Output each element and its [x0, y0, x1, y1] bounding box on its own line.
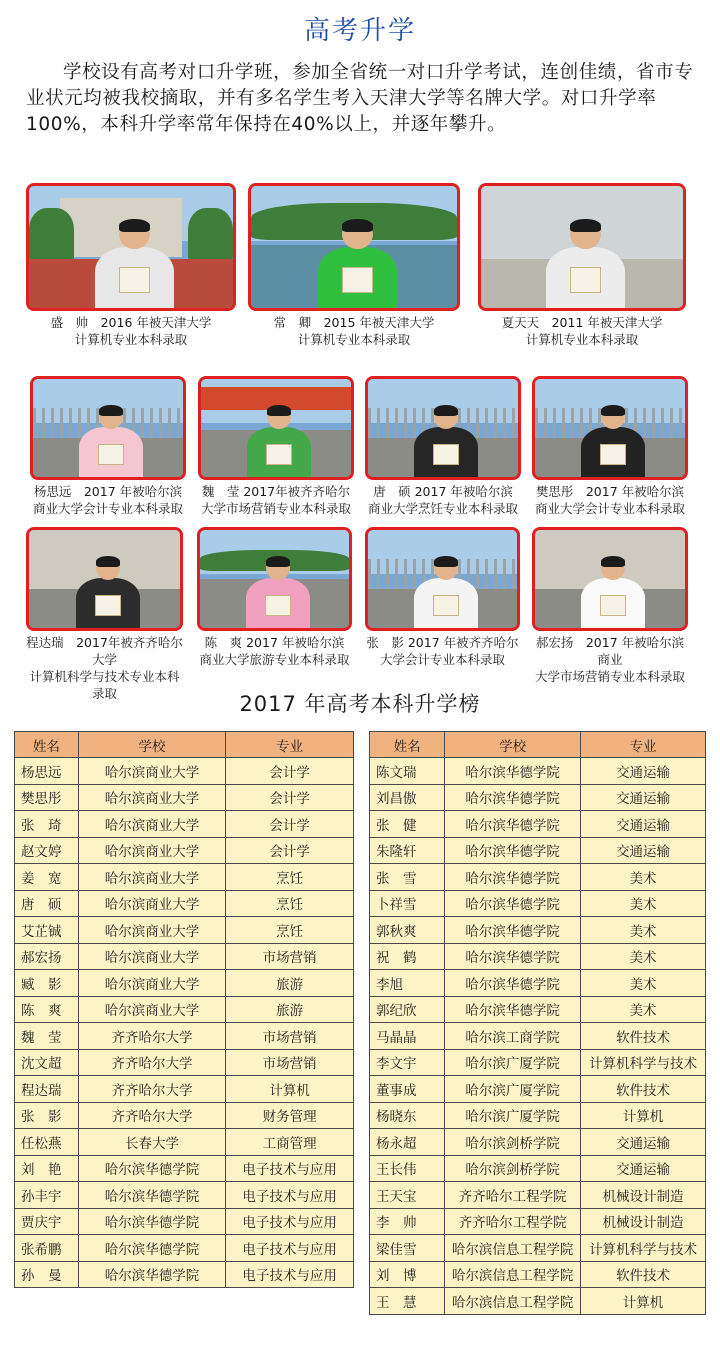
cell-school: 哈尔滨商业大学 [78, 811, 225, 838]
table-row [370, 758, 706, 785]
cell-name: 张希鹏 [15, 1235, 79, 1262]
cell-major: 交通运输 [581, 837, 706, 864]
table-row [15, 784, 354, 811]
student-photo-card [26, 183, 236, 348]
caption-line-2: 计算机专业本科录取 [74, 332, 188, 347]
table-row [15, 943, 354, 970]
caption-line-2: 大学市场营销专业本科录取 [534, 669, 685, 684]
table-row [15, 1023, 354, 1050]
cell-name: 杨思远 [15, 758, 79, 785]
student-photo-card [197, 527, 352, 668]
photo-caption [197, 634, 352, 668]
intro-paragraph: 学校设有高考对口升学班，参加全省统一对口升学考试，连创佳绩，省市专业状元均被我校摘取，并有多名学生考入天津大学等名牌大学。对口升学率100%，本科升学率常年保持在40%以上，并逐年攀升。 [26, 62, 694, 135]
cell-school: 哈尔滨商业大学 [78, 758, 225, 785]
table-header-row [15, 732, 354, 758]
cell-major: 美术 [581, 943, 706, 970]
cell-major: 机械设计制造 [581, 1182, 706, 1209]
table-row [15, 1235, 354, 1262]
student-figure [414, 556, 478, 628]
student-photo [365, 376, 521, 480]
cell-name: 王长伟 [370, 1155, 445, 1182]
cell-major: 工商管理 [226, 1129, 354, 1156]
table-row [370, 1235, 706, 1262]
student-figure [79, 405, 143, 477]
student-photo-card [26, 527, 183, 702]
cell-major: 电子技术与应用 [226, 1261, 354, 1288]
cell-school: 哈尔滨商业大学 [78, 917, 225, 944]
photo-caption [26, 314, 236, 348]
table-row [370, 1208, 706, 1235]
cell-name: 樊思彤 [15, 784, 79, 811]
caption-line-2: 计算机专业本科录取 [297, 332, 411, 347]
table-row [15, 758, 354, 785]
cell-major: 交通运输 [581, 811, 706, 838]
student-figure [546, 219, 625, 308]
student-photo [478, 183, 686, 311]
table-row [370, 996, 706, 1023]
table-row [15, 917, 354, 944]
cell-name: 郭秋爽 [370, 917, 445, 944]
cell-school: 哈尔滨商业大学 [78, 864, 225, 891]
table-row [370, 1288, 706, 1315]
table-row [370, 890, 706, 917]
cell-major: 会计学 [226, 784, 354, 811]
cell-major: 计算机科学与技术 [581, 1235, 706, 1262]
cell-major: 软件技术 [581, 1076, 706, 1103]
page-title: 高考升学 [303, 16, 416, 46]
cell-school: 哈尔滨信息工程学院 [445, 1235, 581, 1262]
photo-caption [248, 314, 460, 348]
cell-major: 市场营销 [226, 1023, 354, 1050]
table-row [370, 917, 706, 944]
cell-school: 哈尔滨华德学院 [78, 1261, 225, 1288]
cell-school: 哈尔滨华德学院 [78, 1235, 225, 1262]
cell-name: 沈文超 [15, 1049, 79, 1076]
cell-name: 赵文婷 [15, 837, 79, 864]
table-row [15, 864, 354, 891]
table-row [370, 1076, 706, 1103]
cell-name: 臧 影 [15, 970, 79, 997]
table-row [15, 1129, 354, 1156]
photo-caption [532, 483, 688, 517]
header-major: 专业 [226, 732, 354, 758]
table-row [370, 1155, 706, 1182]
table-header-row [370, 732, 706, 758]
cell-major: 机械设计制造 [581, 1208, 706, 1235]
ranking-table-right [369, 731, 706, 1315]
cell-major: 计算机科学与技术 [581, 1049, 706, 1076]
cell-school: 哈尔滨商业大学 [78, 996, 225, 1023]
student-photo-card [248, 183, 460, 348]
caption-line-1: 杨思远 2017 年被哈尔滨 [33, 484, 183, 499]
caption-line-2: 大学会计专业本科录取 [379, 652, 505, 667]
table-row [15, 1261, 354, 1288]
cell-major: 美术 [581, 917, 706, 944]
table-row [370, 1129, 706, 1156]
cell-major: 会计学 [226, 837, 354, 864]
cell-major: 计算机 [581, 1102, 706, 1129]
caption-line-2: 商业大学会计专业本科录取 [534, 501, 685, 516]
cell-major: 交通运输 [581, 1129, 706, 1156]
cell-major: 电子技术与应用 [226, 1235, 354, 1262]
cell-school: 哈尔滨商业大学 [78, 890, 225, 917]
cell-name: 朱隆轩 [370, 837, 445, 864]
table-row [15, 970, 354, 997]
table-row [15, 1208, 354, 1235]
cell-major: 会计学 [226, 758, 354, 785]
list-title: 2017 年高考本科升学榜 [239, 692, 481, 716]
cell-major: 计算机 [226, 1076, 354, 1103]
cell-school: 长春大学 [78, 1129, 225, 1156]
cell-name: 艾芷铖 [15, 917, 79, 944]
cell-school: 哈尔滨广厦学院 [445, 1049, 581, 1076]
caption-line-2: 计算机科学与技术专业本科录取 [29, 669, 180, 701]
caption-line-1: 夏天天 2011 年被天津大学 [501, 315, 663, 330]
table-row [370, 1023, 706, 1050]
caption-line-2: 计算机专业本科录取 [525, 332, 639, 347]
cell-school: 哈尔滨信息工程学院 [445, 1288, 581, 1315]
cell-school: 哈尔滨华德学院 [78, 1155, 225, 1182]
photo-caption [478, 314, 686, 348]
cell-name: 郭纪欣 [370, 996, 445, 1023]
student-figure [95, 219, 174, 308]
student-photo-card [365, 376, 521, 517]
cell-name: 张 健 [370, 811, 445, 838]
cell-school: 齐齐哈尔大学 [78, 1076, 225, 1103]
cell-name: 唐 硕 [15, 890, 79, 917]
table-row [370, 970, 706, 997]
caption-line-1: 程达瑞 2017年被齐齐哈尔大学 [26, 635, 183, 667]
cell-name: 梁佳雪 [370, 1235, 445, 1262]
table-row [15, 1049, 354, 1076]
cell-name: 魏 莹 [15, 1023, 79, 1050]
cell-major: 电子技术与应用 [226, 1208, 354, 1235]
cell-school: 哈尔滨商业大学 [78, 784, 225, 811]
cell-name: 张 影 [15, 1102, 79, 1129]
cell-school: 哈尔滨商业大学 [78, 837, 225, 864]
table-row [370, 784, 706, 811]
table-row [15, 1155, 354, 1182]
table-row [15, 1182, 354, 1209]
cell-name: 孙 曼 [15, 1261, 79, 1288]
photo-caption [30, 483, 186, 517]
cell-major: 交通运输 [581, 784, 706, 811]
header-name: 姓名 [15, 732, 79, 758]
student-photo [26, 183, 236, 311]
table-row [370, 1049, 706, 1076]
cell-major: 财务管理 [226, 1102, 354, 1129]
student-photo-card [532, 376, 688, 517]
cell-major: 市场营销 [226, 1049, 354, 1076]
cell-major: 烹饪 [226, 890, 354, 917]
cell-name: 王 慧 [370, 1288, 445, 1315]
cell-major: 美术 [581, 890, 706, 917]
cell-major: 市场营销 [226, 943, 354, 970]
cell-school: 哈尔滨华德学院 [445, 996, 581, 1023]
cell-school: 哈尔滨剑桥学院 [445, 1129, 581, 1156]
table-row [15, 1102, 354, 1129]
table-row [370, 1102, 706, 1129]
cell-name: 孙丰宇 [15, 1182, 79, 1209]
cell-name: 张 雪 [370, 864, 445, 891]
caption-line-2: 商业大学旅游专业本科录取 [199, 652, 350, 667]
cell-major: 烹饪 [226, 864, 354, 891]
student-photo-card [478, 183, 686, 348]
cell-name: 陈文瑞 [370, 758, 445, 785]
ranking-table-left [14, 731, 354, 1288]
caption-line-2: 商业大学烹饪专业本科录取 [367, 501, 518, 516]
student-photo-card [30, 376, 186, 517]
student-photo [365, 527, 520, 631]
cell-school: 齐齐哈尔大学 [78, 1102, 225, 1129]
student-figure [581, 405, 645, 477]
cell-school: 哈尔滨华德学院 [445, 784, 581, 811]
cell-major: 软件技术 [581, 1261, 706, 1288]
cell-name: 李 帅 [370, 1208, 445, 1235]
table-row [370, 837, 706, 864]
caption-line-2: 商业大学会计专业本科录取 [32, 501, 183, 516]
cell-name: 祝 鹤 [370, 943, 445, 970]
student-photo [30, 376, 186, 480]
student-photo [26, 527, 183, 631]
cell-major: 美术 [581, 864, 706, 891]
header-major: 专业 [581, 732, 706, 758]
cell-major: 美术 [581, 970, 706, 997]
cell-name: 马晶晶 [370, 1023, 445, 1050]
photo-caption [532, 634, 688, 685]
table-row [370, 943, 706, 970]
cell-name: 王天宝 [370, 1182, 445, 1209]
cell-major: 旅游 [226, 970, 354, 997]
cell-school: 哈尔滨广厦学院 [445, 1076, 581, 1103]
photo-caption [198, 483, 354, 517]
cell-major: 计算机 [581, 1288, 706, 1315]
caption-line-1: 常 卿 2015 年被天津大学 [273, 315, 435, 330]
cell-name: 刘 博 [370, 1261, 445, 1288]
cell-name: 程达瑞 [15, 1076, 79, 1103]
student-figure [246, 556, 310, 628]
cell-school: 哈尔滨华德学院 [445, 943, 581, 970]
cell-major: 烹饪 [226, 917, 354, 944]
cell-major: 电子技术与应用 [226, 1155, 354, 1182]
cell-major: 旅游 [226, 996, 354, 1023]
table-row [15, 811, 354, 838]
cell-school: 齐齐哈尔大学 [78, 1049, 225, 1076]
header-name: 姓名 [370, 732, 445, 758]
cell-school: 哈尔滨华德学院 [445, 970, 581, 997]
caption-line-1: 盛 帅 2016 年被天津大学 [50, 315, 212, 330]
cell-name: 李旭 [370, 970, 445, 997]
caption-line-1: 魏 莹 2017年被齐齐哈尔 [201, 484, 351, 499]
cell-name: 任松燕 [15, 1129, 79, 1156]
student-photo [248, 183, 460, 311]
cell-name: 张 琦 [15, 811, 79, 838]
cell-school: 哈尔滨华德学院 [445, 890, 581, 917]
student-figure [581, 556, 645, 628]
student-photo [532, 376, 688, 480]
student-figure [76, 556, 140, 628]
cell-school: 哈尔滨华德学院 [445, 837, 581, 864]
cell-school: 哈尔滨华德学院 [78, 1182, 225, 1209]
cell-school: 哈尔滨工商学院 [445, 1023, 581, 1050]
cell-school: 哈尔滨信息工程学院 [445, 1261, 581, 1288]
student-figure [247, 405, 311, 477]
cell-school: 齐齐哈尔大学 [78, 1023, 225, 1050]
cell-school: 哈尔滨华德学院 [445, 811, 581, 838]
cell-school: 哈尔滨华德学院 [445, 864, 581, 891]
cell-major: 交通运输 [581, 758, 706, 785]
cell-name: 刘 艳 [15, 1155, 79, 1182]
student-figure [318, 219, 397, 308]
header-school: 学校 [445, 732, 581, 758]
cell-name: 刘昌傲 [370, 784, 445, 811]
caption-line-1: 唐 硕 2017 年被哈尔滨 [373, 484, 513, 499]
cell-name: 贾庆宇 [15, 1208, 79, 1235]
table-row [370, 1261, 706, 1288]
cell-major: 交通运输 [581, 1155, 706, 1182]
table-row [15, 890, 354, 917]
cell-school: 哈尔滨剑桥学院 [445, 1155, 581, 1182]
caption-line-1: 郝宏扬 2017 年被哈尔滨商业 [535, 635, 685, 667]
cell-name: 姜 宽 [15, 864, 79, 891]
cell-school: 齐齐哈尔工程学院 [445, 1208, 581, 1235]
table-row [15, 996, 354, 1023]
student-photo-card [365, 527, 520, 668]
cell-name: 郝宏扬 [15, 943, 79, 970]
cell-name: 李文宇 [370, 1049, 445, 1076]
cell-major: 会计学 [226, 811, 354, 838]
caption-line-1: 樊思彤 2017 年被哈尔滨 [535, 484, 685, 499]
student-photo [197, 527, 352, 631]
table-row [370, 811, 706, 838]
caption-line-1: 张 影 2017 年被齐齐哈尔 [366, 635, 519, 650]
caption-line-2: 大学市场营销专业本科录取 [200, 501, 351, 516]
cell-name: 陈 爽 [15, 996, 79, 1023]
student-photo [198, 376, 354, 480]
cell-major: 电子技术与应用 [226, 1182, 354, 1209]
photo-caption [365, 634, 520, 668]
header-school: 学校 [78, 732, 225, 758]
student-figure [414, 405, 478, 477]
student-photo-card [532, 527, 688, 685]
cell-school: 哈尔滨华德学院 [445, 758, 581, 785]
photo-caption [365, 483, 521, 517]
cell-school: 齐齐哈尔工程学院 [445, 1182, 581, 1209]
cell-school: 哈尔滨商业大学 [78, 943, 225, 970]
caption-line-1: 陈 爽 2017 年被哈尔滨 [204, 635, 345, 650]
cell-name: 卜祥雪 [370, 890, 445, 917]
cell-name: 杨晓东 [370, 1102, 445, 1129]
cell-major: 软件技术 [581, 1023, 706, 1050]
student-photo-card [198, 376, 354, 517]
table-row [15, 1076, 354, 1103]
cell-school: 哈尔滨华德学院 [78, 1208, 225, 1235]
cell-name: 董事成 [370, 1076, 445, 1103]
cell-school: 哈尔滨广厦学院 [445, 1102, 581, 1129]
table-row [370, 864, 706, 891]
cell-school: 哈尔滨华德学院 [445, 917, 581, 944]
table-row [15, 837, 354, 864]
student-photo [532, 527, 688, 631]
table-row [370, 1182, 706, 1209]
cell-name: 杨永超 [370, 1129, 445, 1156]
cell-major: 美术 [581, 996, 706, 1023]
cell-school: 哈尔滨商业大学 [78, 970, 225, 997]
